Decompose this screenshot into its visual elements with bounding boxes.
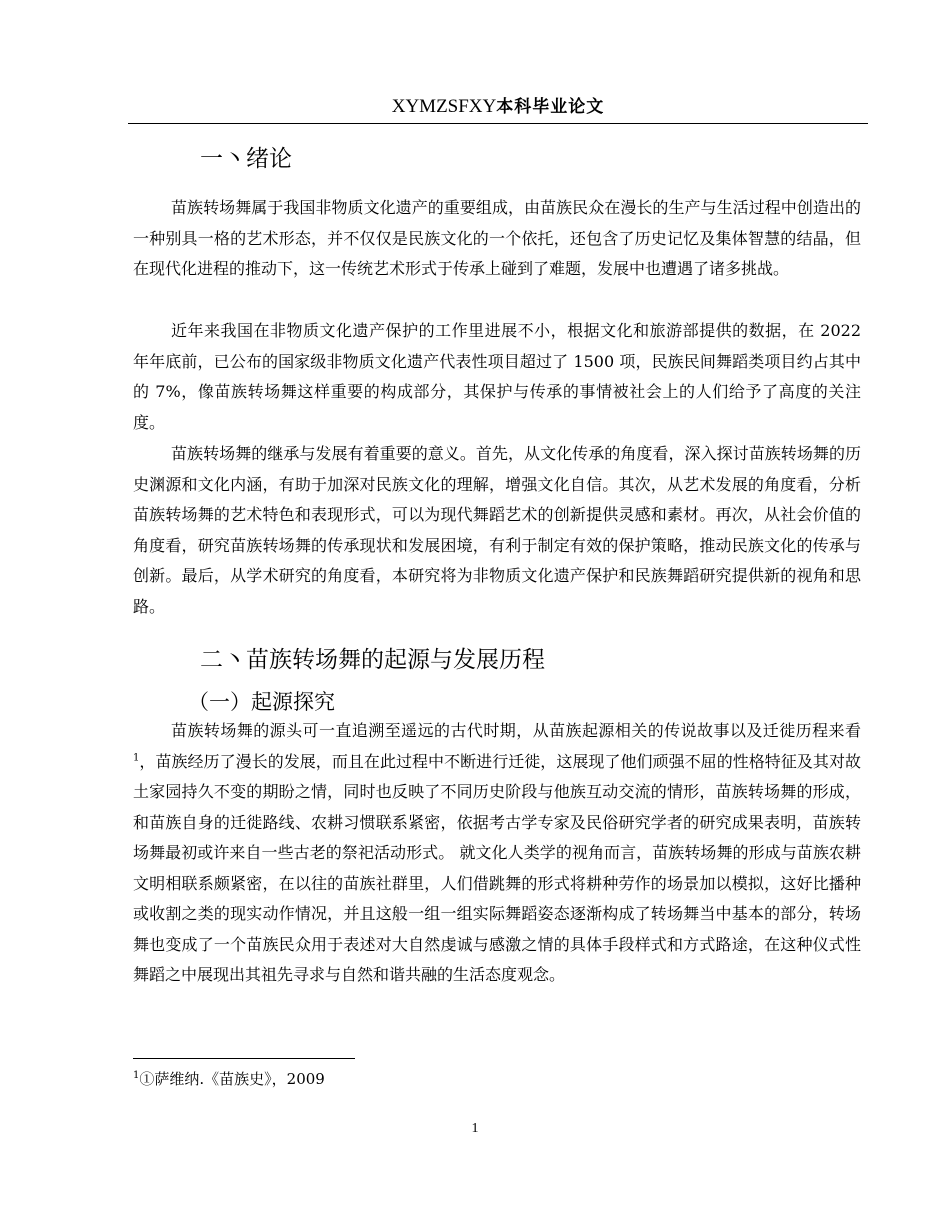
page-header — [128, 93, 868, 124]
paragraph-text-start: 苗族转场舞的源头可一直追溯至遥远的古代时期，从苗族起源相关的传说故事以及迁徙历程来看 — [171, 721, 861, 740]
header-title: 本科毕业论文 — [496, 97, 605, 117]
footnote-circled-mark: ① — [139, 1070, 155, 1088]
footnote-reference[interactable]: 1 — [133, 752, 140, 764]
footnote-text: 萨维纳.《苗族史》，2009 — [154, 1070, 325, 1088]
header-abbr: XYMZSFXY — [391, 96, 497, 117]
section1-heading: 一丶绪论 — [200, 146, 292, 172]
section1-paragraph-1: 苗族转场舞属于我国非物质文化遗产的重要组成，由苗族民众在漫长的生产与生活过程中创造出的一种别具一格的艺术形态，并不仅仅是民族文化的一个依托，还包含了历史记忆及集体智慧的结晶，但在现代化进程的推动下，这一传统艺术形式于传承上碰到了难题，发展中也遭遇了诸多挑战。 — [133, 198, 861, 278]
page-number: 1 — [471, 1121, 479, 1136]
section1-paragraph-3: 苗族转场舞的继承与发展有着重要的意义。首先，从文化传承的角度看，深入探讨苗族转场舞的历史渊源和文化内涵，有助于加深对民族文化的理解，增强文化自信。其次，从艺术发展的角度看，分析苗族转场舞的艺术特色和表现形式，可以为现代舞蹈艺术的创新提供灵感和素材。再次，从社会价值的角度看，研究苗族转场舞的传承现状和发展困境，有利于制定有效的保护策略，推动民族文化的传承与创新。最后，从学术研究的角度看，本研究将为非物质文化遗产保护和民族舞蹈研究提供新的视角和思路。 — [133, 444, 861, 616]
section1-paragraph-2: 近年来我国在非物质文化遗产保护的工作里进展不小，根据文化和旅游部提供的数据，在 2022 年年底前，已公布的国家级非物质文化遗产代表性项目超过了 1500 项，民族民间舞蹈类项目约占其中的 7%，像苗族转场舞这样重要的构成部分，其保护与传承的事情被社会上的人们给予了高度的关注度。 — [133, 321, 861, 432]
section2-heading: 二丶苗族转场舞的起源与发展历程 — [200, 647, 545, 673]
footnote-separator — [133, 1058, 355, 1059]
section2-subheading: （一）起源探究 — [188, 690, 335, 714]
footnote-mark: 1 — [133, 1070, 140, 1081]
section2-paragraph-1 — [133, 716, 861, 991]
paragraph-text-rest: ，苗族经历了漫长的发展，而且在此过程中不断进行迁徙，这展现了他们顽强不屈的性格特征及其对故土家园持久不变的期盼之情，同时也反映了不同历史阶段与他族互动交流的情形，苗族转场舞的形成，和苗族自身的迁徙路线、农耕习惯联系紧密，依据考古学专家及民俗研究学者的研究成果表明，苗族转场舞最初或许来自一些古老的祭祀活动形式。 就文化人类学的视角而言，苗族转场舞的形成与苗族农耕文明相联系颇紧密，在以往的苗族社群里，人们借跳舞的形式将耕种劳作的场景加以模拟，这好比播种或收割之类的现实动作情况，并且这般一组一组实际舞蹈姿态逐渐构成了转场舞当中基本的部分，转场舞也变成了一个苗族民众用于表述对大自然虔诚与感激之情的具体手段样式和方式路途，在这种仪式性舞蹈之中展现出其祖先寻求与自然和谐共融的生活态度观念。 — [133, 751, 861, 984]
footnote — [133, 1068, 325, 1090]
